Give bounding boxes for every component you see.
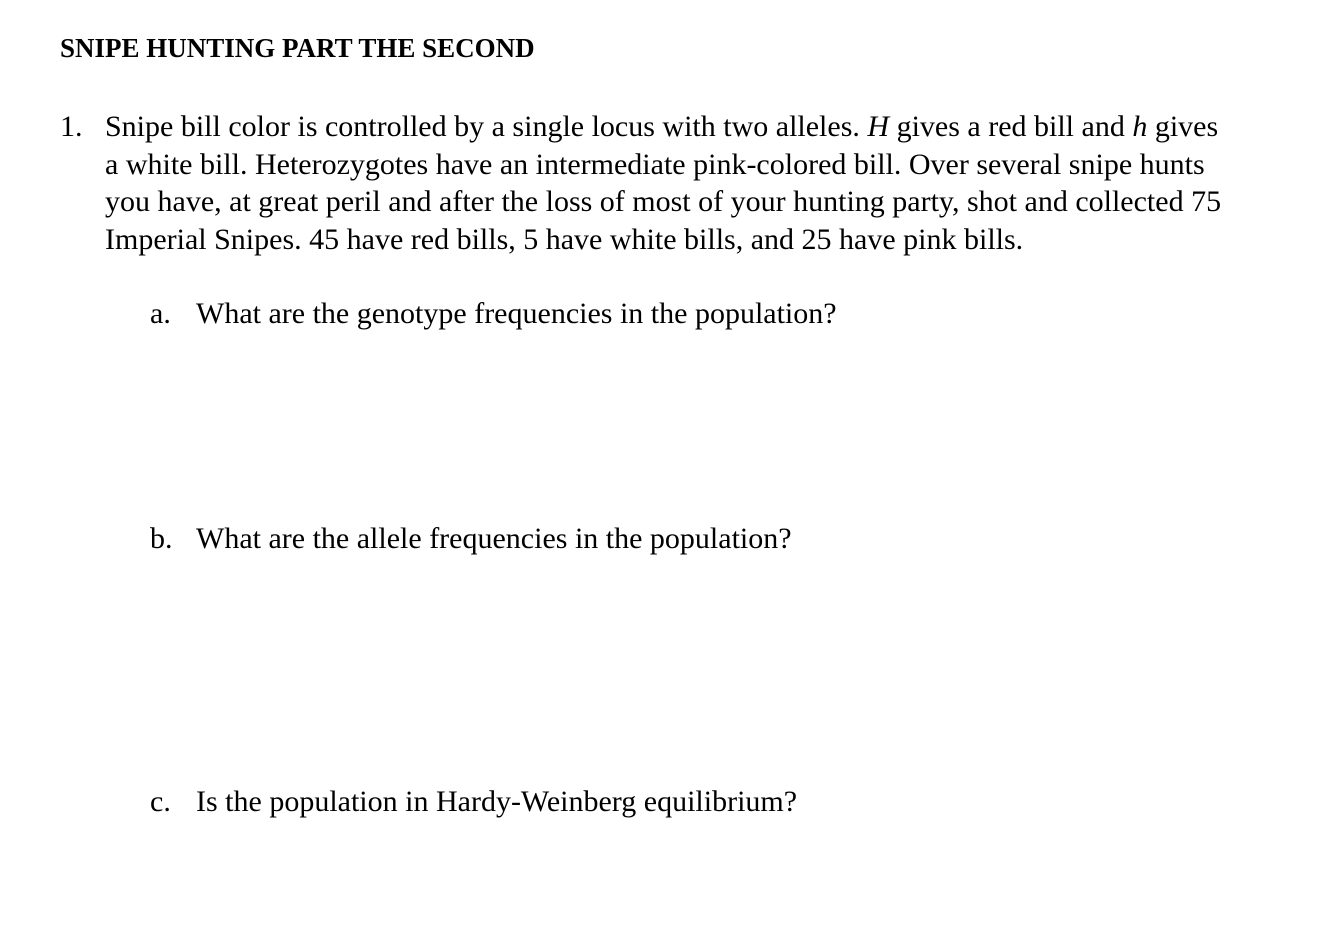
question-line-1-mid: gives a red bill and — [889, 110, 1133, 143]
subquestion-c-text: Is the population in Hardy-Weinberg equilibrium? — [196, 785, 798, 818]
question-line-1-post: gives — [1147, 110, 1219, 143]
subquestion-c-letter: c. — [150, 785, 171, 818]
question-line-1 — [105, 108, 1245, 146]
subquestion-b-text: What are the allele frequencies in the population? — [196, 522, 792, 555]
subquestion-a — [150, 295, 837, 333]
question-number: 1. — [60, 110, 83, 143]
subquestion-b — [150, 520, 792, 558]
subquestion-a-text: What are the genotype frequencies in the population? — [196, 297, 837, 330]
subquestion-c — [150, 783, 797, 821]
recessive-allele-symbol: h — [1132, 110, 1148, 143]
dominant-allele-symbol: H — [867, 110, 890, 143]
question-line-3: you have, at great peril and after the loss of most of your hunting party, shot and collected 75 — [105, 185, 1222, 218]
subquestion-b-letter: b. — [150, 522, 173, 555]
subquestion-a-letter: a. — [150, 297, 171, 330]
question-line-1-pre: Snipe bill color is controlled by a single locus with two alleles. — [105, 110, 868, 143]
question-line-2: a white bill. Heterozygotes have an intermediate pink-colored bill. Over several snipe hunts — [105, 147, 1205, 181]
page-title: SNIPE HUNTING PART THE SECOND — [60, 33, 535, 63]
question-line-4: Imperial Snipes. 45 have red bills, 5 have white bills, and 25 have pink bills. — [105, 222, 1024, 256]
question-text — [105, 108, 1245, 258]
